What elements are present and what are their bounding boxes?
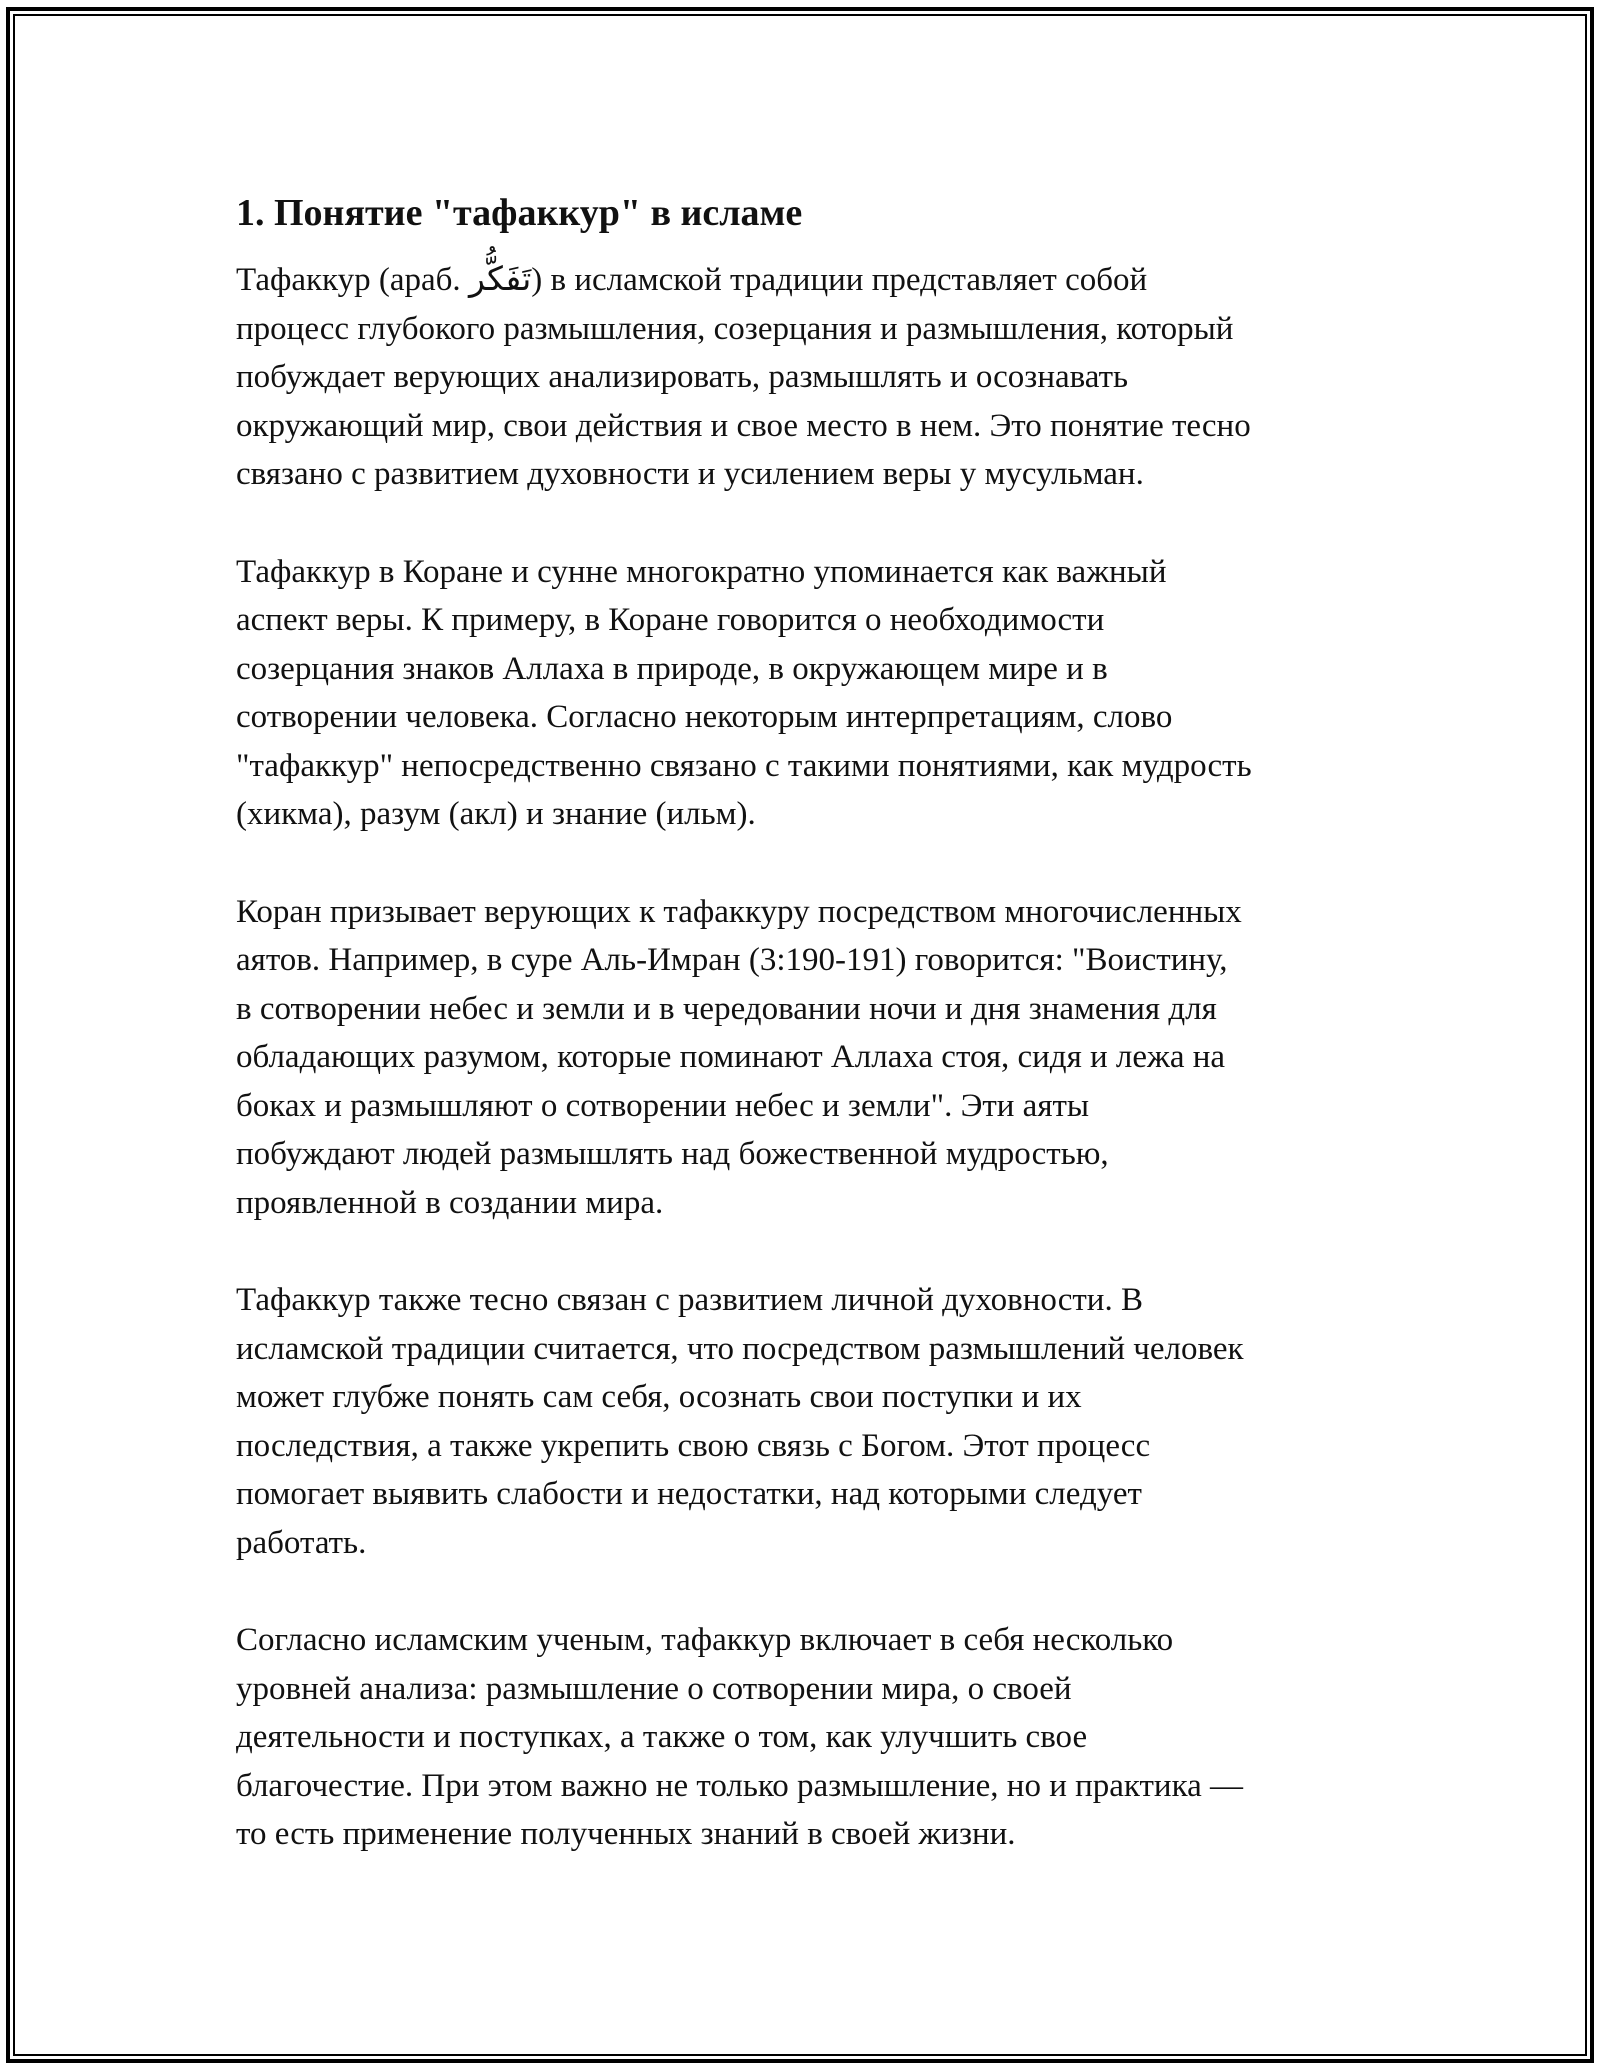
paragraph-line: может глубже понять сам себя, осознать свои поступки и их [236,1379,1082,1415]
paragraph-line: в сотворении небес и земли и в чередовании ночи и дня знамения для [236,990,1217,1027]
paragraph-line: Коран призывает верующих к тафаккуру посредством многочисленных [236,893,1242,930]
paragraph-line: работать. [236,1524,367,1561]
paragraph-line: созерцания знаков Аллаха в природе, в окружающем мире и в [236,650,1108,687]
paragraph-line: последствия, а также укрепить свою связь с Богом. Этот процесс [236,1427,1151,1464]
paragraph-line: уровней анализа: размышление о сотворении мира, о своей [236,1670,1072,1707]
paragraph-line: исламской традиции считается, что посредством размышлений человек [236,1330,1244,1367]
section-title: 1. Понятие "тафаккур" в исламе [236,192,803,234]
paragraph-line: то есть применение полученных знаний в своей жизни. [236,1816,1016,1852]
paragraph-5 [236,1616,1376,1859]
paragraph-line: сотворении человека. Согласно некоторым интерпретациям, слово [236,699,1173,735]
paragraph-line: побуждает верующих анализировать, размышлять и осознавать [236,359,1129,395]
paragraph-line: процесс глубокого размышления, созерцания и размышления, который [236,310,1234,347]
paragraph-line: окружающий мир, свои действия и свое место в нем. Это понятие тесно [236,407,1251,444]
paragraph-line: обладающих разумом, которые поминают Аллаха стоя, сидя и лежа на [236,1039,1226,1075]
paragraph-line: благочестие. При этом важно не только размышление, но и практика — [236,1767,1244,1804]
paragraph-line: (хикма), разум (акл) и знание (ильм). [236,796,756,832]
paragraph-line: "тафаккур" непосредственно связано с такими понятиями, как мудрость [236,747,1252,784]
paragraph-line: Согласно исламским ученым, тафаккур включает в себя несколько [236,1622,1174,1658]
paragraph-1 [236,256,1376,499]
paragraph-3 [236,888,1376,1228]
paragraph-line: побуждают людей размышлять над божественной мудростью, [236,1136,1109,1172]
paragraph-line: Тафаккур в Коране и сунне многократно упоминается как важный [236,553,1167,590]
paragraph-line: деятельности и поступках, а также о том, как улучшить свое [236,1719,1088,1755]
paragraph-line: помогает выявить слабости и недостатки, над которыми следует [236,1476,1142,1512]
document-content [236,188,1376,1908]
paragraph-line: проявленной в создании мира. [236,1184,664,1221]
paragraph-line: Тафаккур (араб. تَفَكُّر) в исламской традиции представляет собой [236,262,1148,298]
paragraph-line: Тафаккур также тесно связан с развитием личной духовности. В [236,1282,1143,1318]
paragraph-2 [236,548,1376,839]
paragraph-line: аспект веры. К примеру, в Коране говорится о необходимости [236,602,1105,638]
paragraph-line: связано с развитием духовности и усилением веры у мусульман. [236,456,1144,492]
paragraph-line: боках и размышляют о сотворении небес и земли". Эти аяты [236,1087,1090,1124]
paragraph-line: аятов. Например, в суре Аль-Имран (3:190-191) говорится: "Воистину, [236,942,1228,978]
paragraph-4 [236,1276,1376,1567]
